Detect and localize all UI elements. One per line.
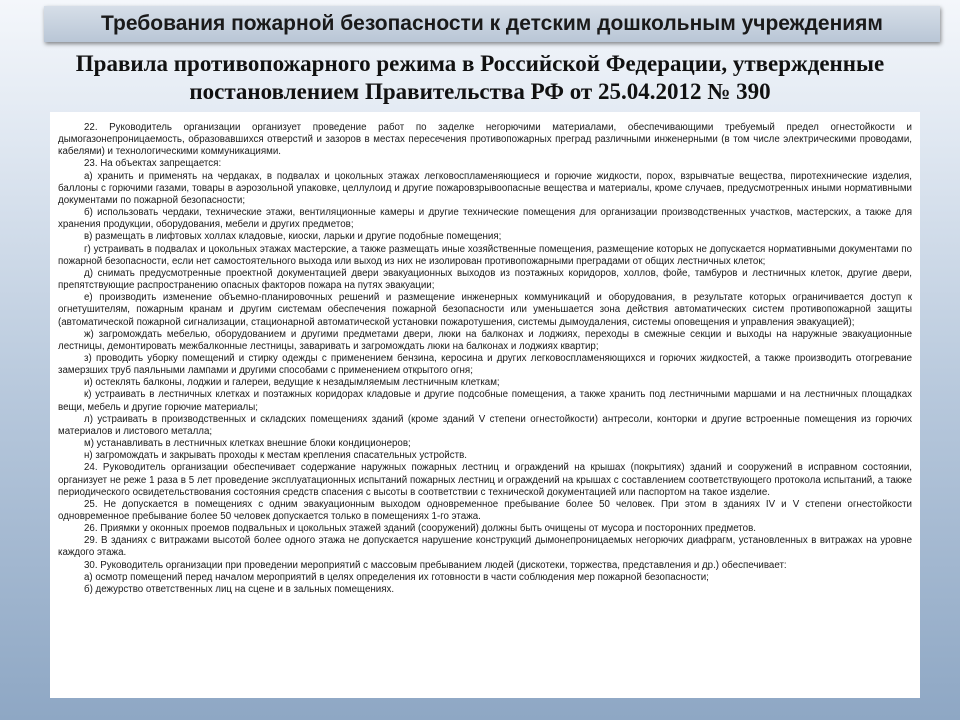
paragraph-23-zh: ж) загромождать мебелью, оборудованием и другими предметами двери, люки на балконах и лоджиях, переходы в смежные секции и выходы на наружные эвакуационные лестницы, демонтировать межбалконные лестницы, заваривать и загромождать люки на балконах и лоджиях квартир;: [58, 328, 912, 352]
paragraph-22: 22. Руководитель организации организует проведение работ по заделке негорючими материалами, обеспечивающими требуемый предел огнестойкости и дымогазонепроницаемость, образовавшихся отверстий и зазоров в местах пересечения противопожарных преград различными инженерными (в том числе электрическими проводами, кабелями) и технологическими коммуникациями.: [58, 122, 912, 158]
paragraph-23-b: б) использовать чердаки, технические этажи, вентиляционные камеры и другие технические помещения для организации производственных участков, мастерских, а также для хранения продукции, оборудования, мебели и других предметов;: [58, 207, 912, 231]
document-heading: [40, 50, 920, 106]
paragraph-29: 29. В зданиях с витражами высотой более одного этажа не допускается нарушение конструкций дымонепроницаемых негорючих диафрагм, установленных в витражах на уровне каждого этажа.: [58, 535, 912, 559]
paragraph-23: 23. На объектах запрещается:: [84, 158, 222, 170]
paragraph-23-d: д) снимать предусмотренные проектной документацией двери эвакуационных выходов из поэтажных коридоров, холлов, фойе, тамбуров и лестничных клеток, другие двери, препятствующие распространению опасных факторов пожара на путях эвакуации;: [58, 267, 912, 292]
paragraph-25: 25. Не допускается в помещениях с одним эвакуационным выходом одновременное пребывание более 50 человек. При этом в зданиях IV и V степени огнестойкости одновременное пребывание более 50 человек допускается только в помещениях 1-го этажа.: [58, 498, 912, 522]
document-text-panel: [50, 112, 920, 698]
paragraph-30-b: б) дежурство ответственных лиц на сцене и в зальных помещениях.: [84, 583, 395, 595]
paragraph-23-k: к) устраивать в лестничных клетках и поэтажных коридорах кладовые и другие подсобные помещения, а также хранить под лестничными маршами и на лестничных площадках вещи, мебель и другие горючие материалы;: [58, 389, 912, 413]
paragraph-26: 26. Приямки у оконных проемов подвальных и цокольных этажей зданий (сооружений) должны быть очищены от мусора и посторонних предметов.: [84, 523, 756, 535]
paragraph-23-e: е) производить изменение объемно-планировочных решений и размещение инженерных коммуникаций и оборудования, в результате которых ограничивается доступ к огнетушителям, пожарным кранам и другим системам обеспечения пожарной безопасности или уменьшается зона действия автоматических систем противопожарной защиты (автоматической пожарной сигнализации, стационарной автоматической установки пожаротушения, системы дымоудаления, системы оповещения и управления эвакуацией);: [58, 292, 912, 328]
paragraph-23-g: г) устраивать в подвалах и цокольных этажах мастерские, а также размещать иные хозяйственные помещения, размещение которых не допускается нормативными документами по пожарной безопасности, если нет самостоятельного выхода или выход из них не изолирован противопожарными преградами от общих лестничных клеток;: [58, 243, 912, 267]
paragraph-23-m: м) устанавливать в лестничных клетках внешние блоки кондиционеров;: [84, 438, 411, 450]
paragraph-30-a: а) осмотр помещений перед началом мероприятий в целях определения их готовности в части соблюдения мер пожарной безопасности;: [84, 571, 709, 583]
paragraph-23-a: а) хранить и применять на чердаках, в подвалах и цокольных этажах легковоспламеняющиеся и горючие жидкости, порох, взрывчатые вещества, пиротехнические изделия, баллоны с горючими газами, товары в аэрозольной упаковке, целлулоид и другие пожаровзрывоопасные вещества и материалы, кроме случаев, предусмотренных иными нормативными документами по пожарной безопасности;: [58, 170, 912, 206]
paragraph-30: 30. Руководитель организации при проведении мероприятий с массовым пребыванием людей (дискотеки, торжества, представления и др.) обеспечивает:: [84, 559, 787, 571]
heading-line-1: Правила противопожарного режима в Российской Федерации, утвержденные: [75, 51, 885, 76]
title-banner: [44, 6, 940, 42]
paragraph-23-i: и) остеклять балконы, лоджии и галереи, ведущие к незадымляемым лестничным клеткам;: [84, 377, 500, 389]
paragraph-23-v: в) размещать в лифтовых холлах кладовые, киоски, ларьки и другие подобные помещения;: [84, 231, 502, 243]
heading-line-2: постановлением Правительства РФ от 25.04.2012 № 390: [189, 79, 771, 104]
paragraph-24: 24. Руководитель организации обеспечивает содержание наружных пожарных лестниц и ограждений на крышах (покрытиях) зданий и сооружений в исправном состоянии, организует не реже 1 раза в 5 лет проведение эксплуатационных испытаний пожарных лестниц и ограждений на крышах с составлением соответствующего протокола испытаний, а также периодического освидетельствования состояния средств спасения с высоты в соответствии с технической документацией или паспортом на такое изделие.: [58, 462, 912, 498]
paragraph-23-z: з) проводить уборку помещений и стирку одежды с применением бензина, керосина и других легковоспламеняющихся и горючих жидкостей, а также производить отогревание замерзших труб паяльными лампами и другими способами с применением открытого огня;: [58, 352, 912, 377]
page-title: Требования пожарной безопасности к детским дошкольным учреждениям: [101, 12, 883, 35]
paragraph-23-l: л) устраивать в производственных и складских помещениях зданий (кроме зданий V степени огнестойкости) антресоли, конторки и другие встроенные помещения из горючих материалов и листового металла;: [58, 413, 912, 437]
paragraph-23-n: н) загромождать и закрывать проходы к местам крепления спасательных устройств.: [84, 450, 467, 462]
